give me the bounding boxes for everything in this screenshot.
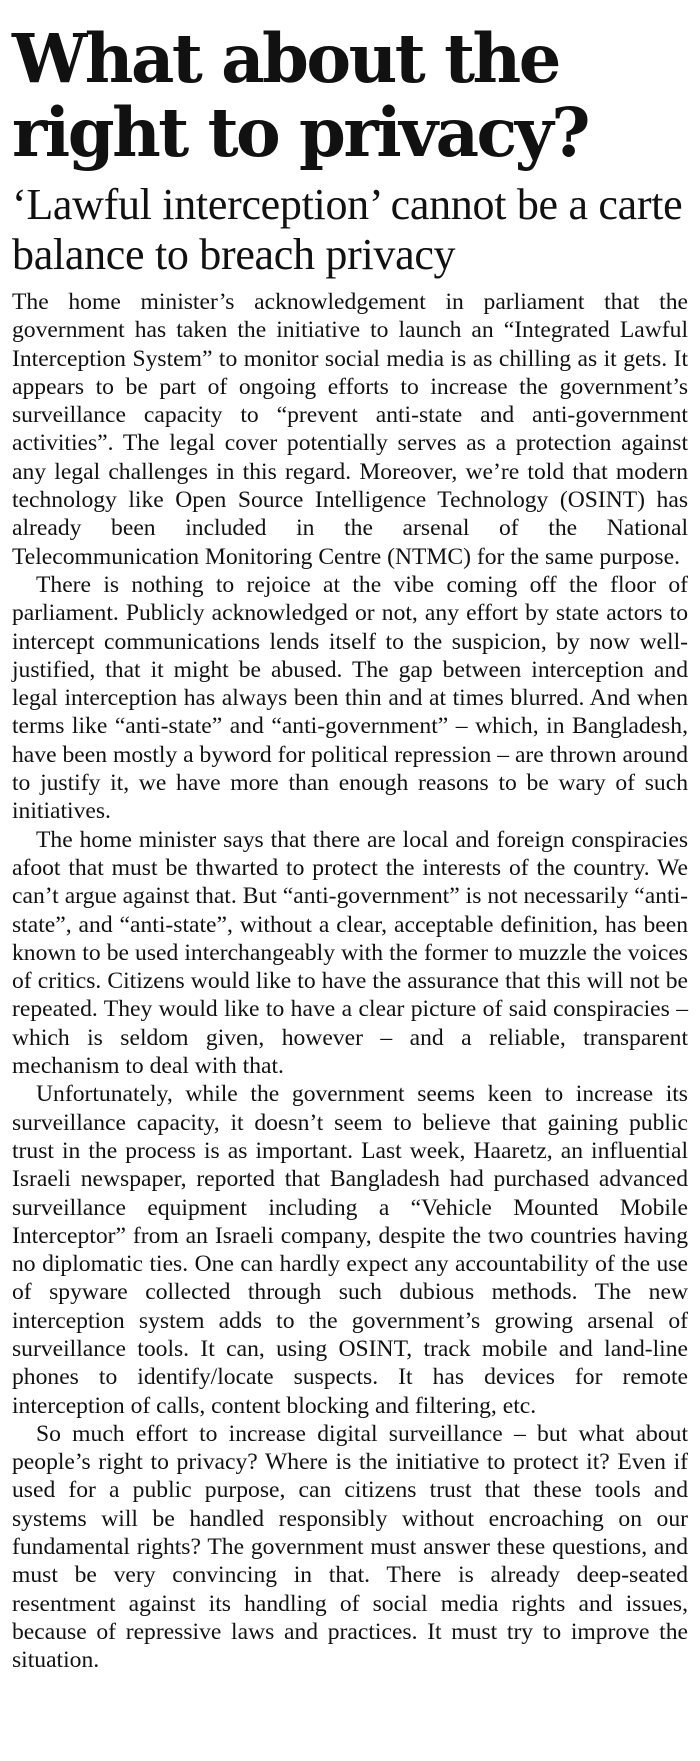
- paragraph-4: Unfortunately, while the government seems keen to increase its surveillance capacity, it doesn’t seem to believe that gaining public trust in the process is as important. Last week, Haaretz, an influential Israeli newspaper, reported that Bangladesh had purchased advanced surveillance equipment including a “Vehicle Mounted Mobile Interceptor” from an Israeli company, despite the two countries having no diplomatic ties. One can hardly expect any accountability of the use of spyware collected through such dubious methods. The new interception system adds to the government’s growing arsenal of surveillance tools. It can, using OSINT, track mobile and land-line phones to identify/locate suspects. It has devices for remote interception of calls, content blocking and filtering, etc.: [12, 1081, 688, 1419]
- paragraph-2: There is nothing to rejoice at the vibe coming off the floor of parliament. Publicly acknowledged or not, any effort by state actors to intercept communications lends itself to the suspicion, by now well-justified, that it might be abused. The gap between interception and legal interception has always been thin and at times blurred. And when terms like “anti-state” and “anti-government” – which, in Bangladesh, have been mostly a byword for political repression – are thrown around to justify it, we have more than enough reasons to be wary of such initiatives.: [12, 571, 688, 825]
- article-body: [12, 288, 688, 1675]
- paragraph-1: The home minister’s acknowledgement in parliament that the government has taken the initiative to launch an “Integrated Lawful Interception System” to monitor social media is as chilling as it gets. It appears to be part of ongoing efforts to increase the government’s surveillance capacity to “prevent anti-state and anti-government activities”. The legal cover potentially serves as a protection against any legal challenges in this regard. Moreover, we’re told that modern technology like Open Source Intelligence Technology (OSINT) has already been included in the arsenal of the National Telecommunication Monitoring Centre (NTMC) for the same purpose.: [12, 289, 688, 570]
- paragraph-3: The home minister says that there are local and foreign conspiracies afoot that must be thwarted to protect the interests of the country. We can’t argue against that. But “anti-government” is not necessarily “anti-state”, and “anti-state”, without a clear, acceptable definition, has been known to be used interchangeably with the former to muzzle the voices of critics. Citizens would like to have the assurance that this will not be repeated. They would like to have a clear picture of said conspiracies – which is seldom given, however – and a reliable, transparent mechanism to deal with that.: [12, 826, 688, 1080]
- subheadline: ‘Lawful interception’ cannot be a carte balance to breach privacy: [12, 180, 683, 279]
- headline: What about the right to privacy?: [12, 19, 588, 172]
- paragraph-5: So much effort to increase digital surveillance – but what about people’s right to privacy? Where is the initiative to protect it? Even if used for a public purpose, can citizens trust that these tools and systems will be handled responsibly without encroaching on our fundamental rights? The government must answer these questions, and must be very convincing in that. There is already deep-seated resentment against its handling of social media rights and issues, because of repressive laws and practices. It must try to improve the situation.: [12, 1420, 688, 1674]
